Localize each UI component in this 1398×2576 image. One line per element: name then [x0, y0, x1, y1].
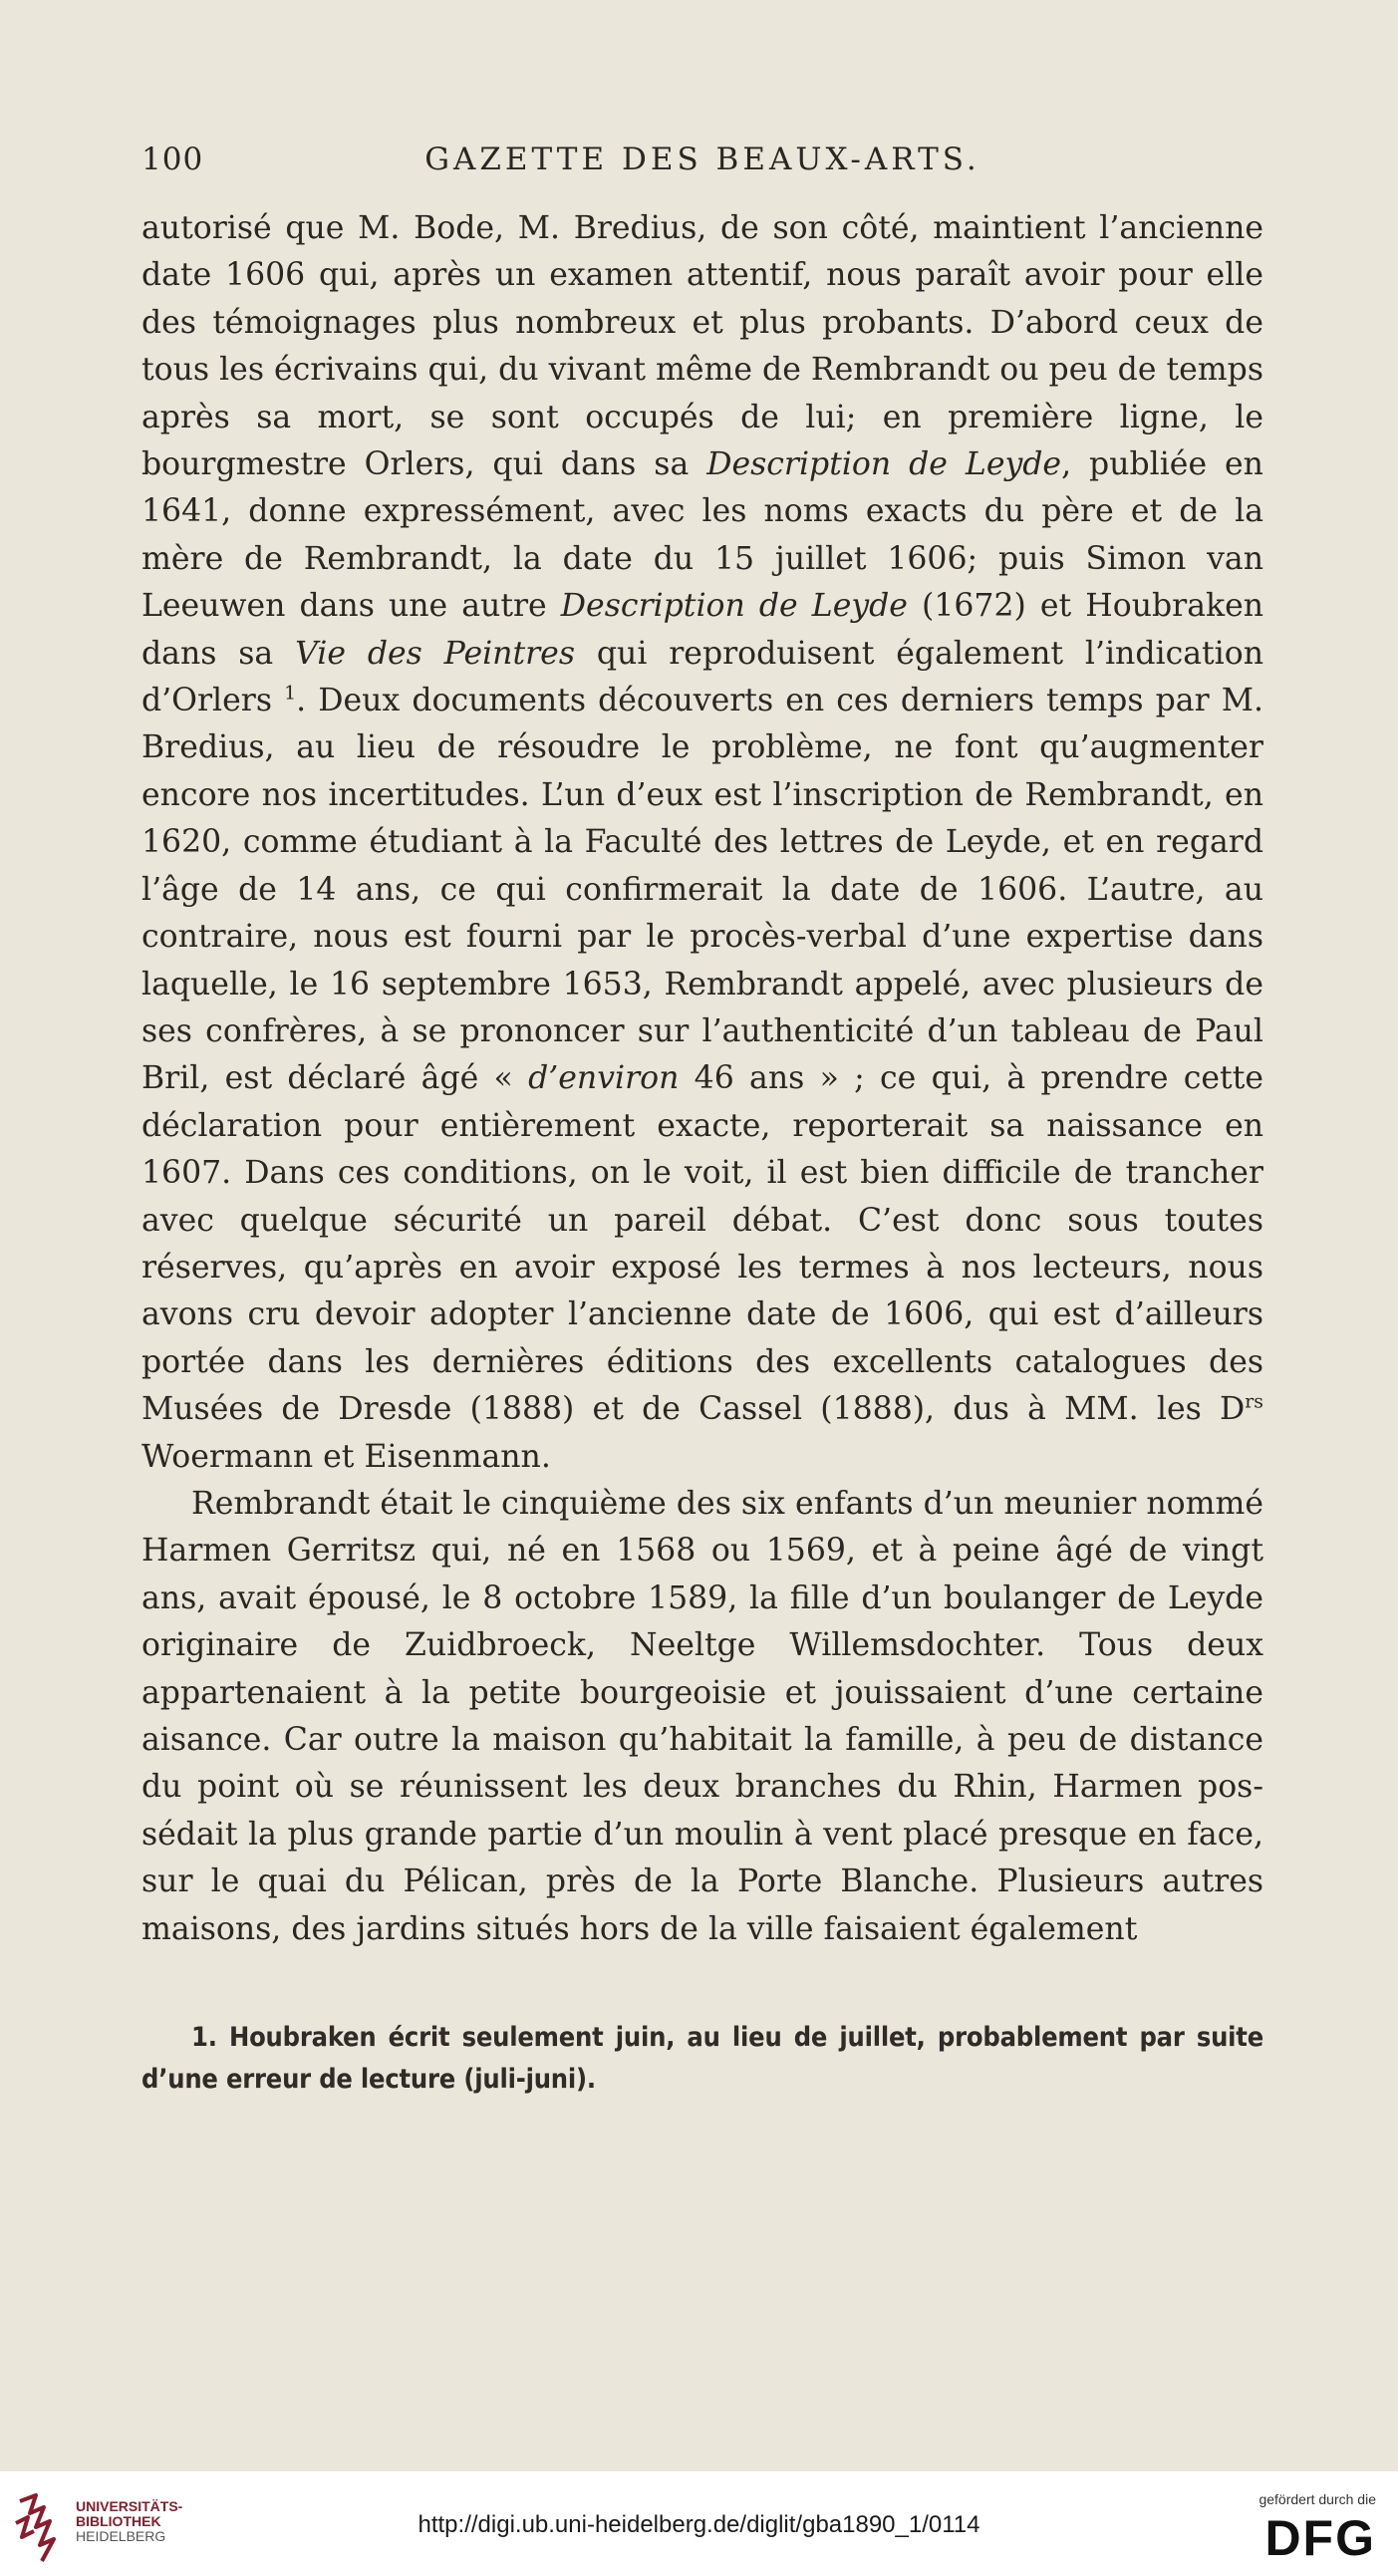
italic-title: Vie des Peintres [295, 635, 575, 672]
source-url-link[interactable]: http://digi.ub.uni-heidelberg.de/diglit/gba1890_1/0114 [418, 2511, 980, 2538]
body-text [141, 205, 1263, 1953]
journal-title: GAZETTE DES BEAUX-ARTS. [424, 142, 980, 177]
superscript-drs: rs [1245, 1390, 1263, 1413]
library-name: UNIVERSITÄTS- BIBLIOTHEK HEIDELBERG [76, 2498, 183, 2544]
paragraph-1: autorisé que M. Bode, M. Bredius, de son côté, maintient l’ancienne date 1606 qui, après un examen attentif, nous paraît avoir pour elle des témoignages plus nombreux et plus probants. D’abord ceux de tous les écrivains qui, du vivant même de Rembrandt ou peu de temps après sa mort, se sont occupés de lui; en première ligne, le bourgmestre Orlers, qui dans sa Description de Leyde, publiée en 1641, donne expressément, avec les noms exacts du père et de la mère de Rembrandt, la date du 15 juillet 1606; puis Simon van Leeuwen dans une autre Description de Leyde (1672) et Houbraken dans sa Vie des Peintres qui reproduisent également l’indication d’Orlers $^1$. Deux documents découverts en ces derniers temps par M. Bredius, au lieu de résoudre le problème, ne font qu’augmenter encore nos incertitudes. L’un d’eux est l’inscription de Rembrandt, en 1620, comme étudiant à la Faculté des lettres de Leyde, et en regard l’âge de 14 ans, ce qui confirmerait la date de 1606. L’autre, au contraire, nous est fourni par le procès-verbal d’une expertise dans laquelle, le 16 septembre 1653, Rembrandt appelé, avec plusieurs de ses confrères, à se prononcer sur l’authenticité d’un tableau de Paul Bril, est déclaré âgé « d’environ 46 ans » ; ce qui, à prendre cette déclaration pour entièrement exacte, reporterait sa naissance en 1607. Dans ces conditions, on le voit, il est bien difficile de trancher avec quelque sécurité un pareil débat. C’est donc sous toutes réserves, qu’après en avoir exposé les termes à nos lecteurs, nous avons cru devoir adopter l’ancienne date de 1606, qui est d’ailleurs portée dans les dernières éditions des excellents catalogues des Musées de Dresde (1888) et de Cassel (1888), dus à MM. les $D^{rs}$ Woermann et Eisenmann. [141, 210, 1263, 1475]
footnote-number: 1. [191, 2022, 217, 2053]
running-header [141, 142, 1263, 191]
sponsor-block [1217, 2491, 1376, 2566]
footnote-text: Houbraken écrit seulement juin, au lieu de juillet, probablement par suite d’une erreur de lecture (juli-juni). [141, 2022, 1263, 2095]
footnote [141, 2017, 1263, 2101]
sponsor-text: gefördert durch die [1258, 2491, 1376, 2507]
viewer-footer-bar [0, 2471, 1398, 2576]
italic-phrase: d’environ [528, 1060, 680, 1097]
page-number: 100 [141, 142, 204, 177]
italic-title: Description de Leyde [706, 446, 1062, 483]
italic-title: Description de Leyde [560, 588, 908, 625]
footnote-reference: 1 [284, 682, 297, 705]
paragraph-2: Rembrandt était le cinquième des six enfants d’un meunier nommé Harmen Gerritsz qui, né en 1568 ou 1569, et à peine âgé de vingt ans, avait épousé, le 8 octobre 1589, la fille d’un boulanger de Leyde originaire de Zuidbroeck, Neeltge Willemsdochter. Tous deux appartenaient à la petite bourgeoisie et jouissaient d’une certaine aisance. Car outre la maison qu’habitait la famille, à peu de distance du point où se réunissent les deux branches du Rhin, Harmen possédait la plus grande partie d’un moulin à vent placé presque en face, sur le quai du Pélican, près de la Porte Blanche. Plusieurs autres maisons, des jardins situés hors de la ville faisaient également [141, 1485, 1263, 1947]
dfg-logo: DFG [1264, 2510, 1376, 2566]
